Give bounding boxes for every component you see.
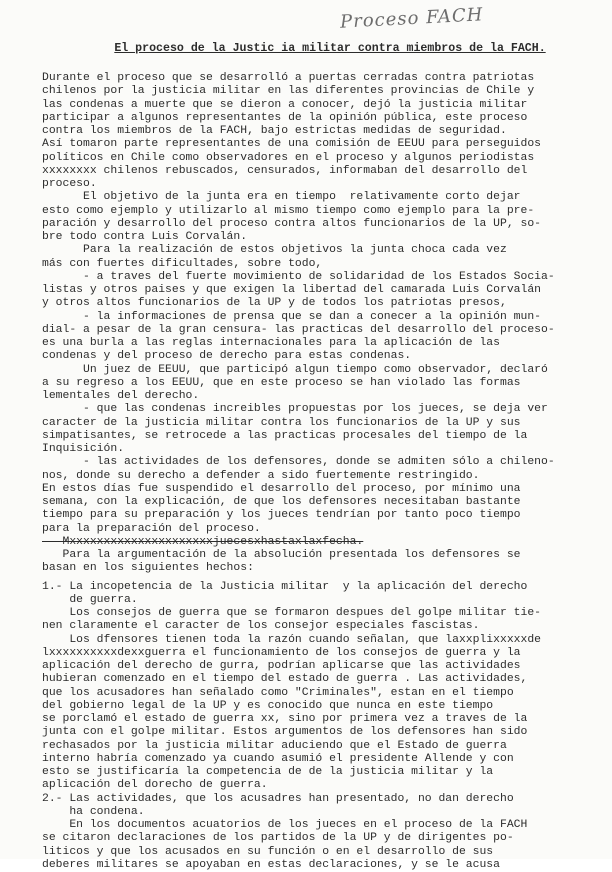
text-line: de guerra. (42, 593, 138, 606)
text-line: liticos y que los acusados en su función o en el desarrollo de sus (42, 845, 494, 858)
text-line: a su regreso a los EEUU, que en este proceso se han violado las formas (42, 376, 521, 389)
text-line: deberes militares se apoyaban en estas declaraciones, y se le acusa (42, 858, 500, 871)
text-line: - la informaciones de prensa que se dan a conecer a la opinión mun- (42, 310, 541, 323)
text-line: proceso. (42, 178, 97, 190)
text-line: se porclamó el estado de guerra xx, sino por primera vez a traves de la (42, 713, 528, 725)
text-line: Inquisición. (42, 443, 125, 455)
text-line: lementales del derecho. (42, 390, 200, 402)
text-line: nen claramente el caracter de los consejor especiales fascistas. (42, 620, 480, 633)
text-line: 2.- Las actividades, que los acusadres han presentado, no dan derecho (42, 792, 514, 805)
text-line: En los documentos acuatorios de los jueces en el proceso de la FACH (42, 819, 528, 831)
text-line: paración y desarrollo del proceso contra altos funcionarios de la UP, so- (42, 217, 541, 230)
text-line: más con fuertes dificultades, sobre todo, (42, 257, 323, 270)
text-line: ha condena. (42, 805, 145, 818)
text-line: participar a algunos representantes de la opinión pública, este proceso (42, 111, 528, 124)
text-line: Durante el proceso que se desarrolló a puertas cerradas contra patriotas (42, 72, 535, 84)
text-line: contra los miembros de la FACH, bajo estrictas medidas de seguridad. (42, 125, 507, 137)
text-line: basan en los siguientes hechos: (42, 562, 254, 575)
text-line: rechasados por la justicia militar aduciendo que el Estado de guerra (42, 739, 507, 752)
text-line: Los consejos de guerra que se formaron despues del golpe militar tie- (42, 607, 541, 619)
text-line: xxxxxxxx chilenos rebuscados, censurados, informaban del desarrollo del (42, 164, 528, 177)
text-line: aplicación del dorecho de guerra. (42, 779, 268, 792)
text-line: Para la realización de estos objetivos la junta choca cada vez (42, 244, 507, 257)
text-line: para la preparación del proceso. (42, 522, 261, 535)
struck-text-line: Mxxxxxxxxxxxxxxxxxxxxxjuecesxhastaxlaxfecha. (42, 535, 364, 548)
text-line: junta con el golpe militar. Estos argumentos de los defensores han sido (42, 726, 528, 739)
text-line: condenas y del proceso de derecho para estas condenas. (42, 350, 412, 363)
text-line: y otros altos funcionarios de la UP y de todos los patriotas presos, (42, 297, 507, 310)
text-line: esto se justificaría la competencia de de la justicia militar y la (42, 766, 494, 778)
text-line: esto como ejemplo y utilizarlo al mismo tiempo como ejemplo para la pre- (42, 204, 535, 217)
text-line: que los acusadores han señalado como "Criminales", estan en el tiempo (42, 686, 514, 699)
text-line: chilenos por la justicia militar en las diferentes provincias de Chile y (42, 85, 535, 98)
text-line: interno habría comenzado ya cuando asumió el presidente Allende y con (42, 752, 514, 765)
text-line: se citaron declaraciones de los partidos de la UP y de dirigentes po- (42, 832, 514, 845)
text-line: semana, con la explicación, de que los defensores necesitaban bastante (42, 496, 521, 508)
text-line: Un juez de EEUU, que participó algun tiempo como observador, declaró (42, 363, 548, 376)
text-line: es una burla a las reglas internacionales para la aplicación de las (42, 337, 500, 349)
text-line: aplicación del derecho de gurra, podrían aplicarse que las actividades (42, 660, 521, 672)
text-line: - las actividades de los defensores, donde se admiten sólo a chileno- (42, 456, 555, 469)
text-line: En estos días fue suspendido el desarrollo del proceso, por mínimo una (42, 482, 521, 495)
text-line: - a traves del fuerte movimiento de solidaridad de los Estados Socia- (42, 270, 555, 283)
text-line: políticos en Chile como observadores en el proceso y algunos periodistas (42, 151, 535, 164)
text-line: - que las condenas increibles propuestas por los jueces, se deja ver (42, 403, 548, 416)
text-line: tiempo para su preparación y los jueces tendrían por tanto poco tiempo (42, 509, 521, 522)
text-line: nos, donde su derecho a defender a sido fuertemente restringido. (42, 469, 480, 482)
text-line: hubieran comenzado en el tiempo del estado de guerra . Las actividades, (42, 673, 528, 686)
document-body (42, 72, 602, 872)
text-line: El objetivo de la junta era en tiempo relativamente corto dejar (42, 191, 521, 204)
text-line: dial- a pesar de la gran censura- las practicas del desarrollo del proceso- (42, 323, 555, 336)
handwritten-annotation: Proceso FACH (339, 4, 484, 33)
text-line: del gobierno legal de la UP y es conocido que nunca en este tiempo (42, 699, 494, 712)
text-line: 1.- La incopetencia de la Justicia militar y la aplicación del derecho (42, 580, 528, 593)
text-line: lxxxxxxxxxxdexxguerra el funcionamiento de los consejos de guerra y la (42, 646, 521, 659)
document-title: El proceso de la Justic ia militar contra miembros de la FACH. (114, 42, 546, 55)
text-line: bre todo contra Luis Corvalán. (42, 231, 248, 243)
text-line: listas y otros paises y que exigen la libertad del camarada Luis Corvalán (42, 284, 541, 296)
text-line: Para la argumentación de la absolución presentada los defensores se (42, 549, 521, 561)
text-line: las condenas a muerte que se dieron a conocer, dejó la justicia militar (42, 98, 528, 111)
text-line: simpatisantes, se retrocede a las practicas procesales del tiempo de la (42, 429, 528, 442)
text-line: Así tomaron parte representantes de una comisión de EEUU para perseguidos (42, 138, 541, 151)
text-line: Los dfensores tienen toda la razón cuando señalan, que laxxplixxxxxde (42, 633, 541, 646)
text-line: caracter de la justicia militar contra los funcionarios de la UP y sus (42, 416, 521, 429)
